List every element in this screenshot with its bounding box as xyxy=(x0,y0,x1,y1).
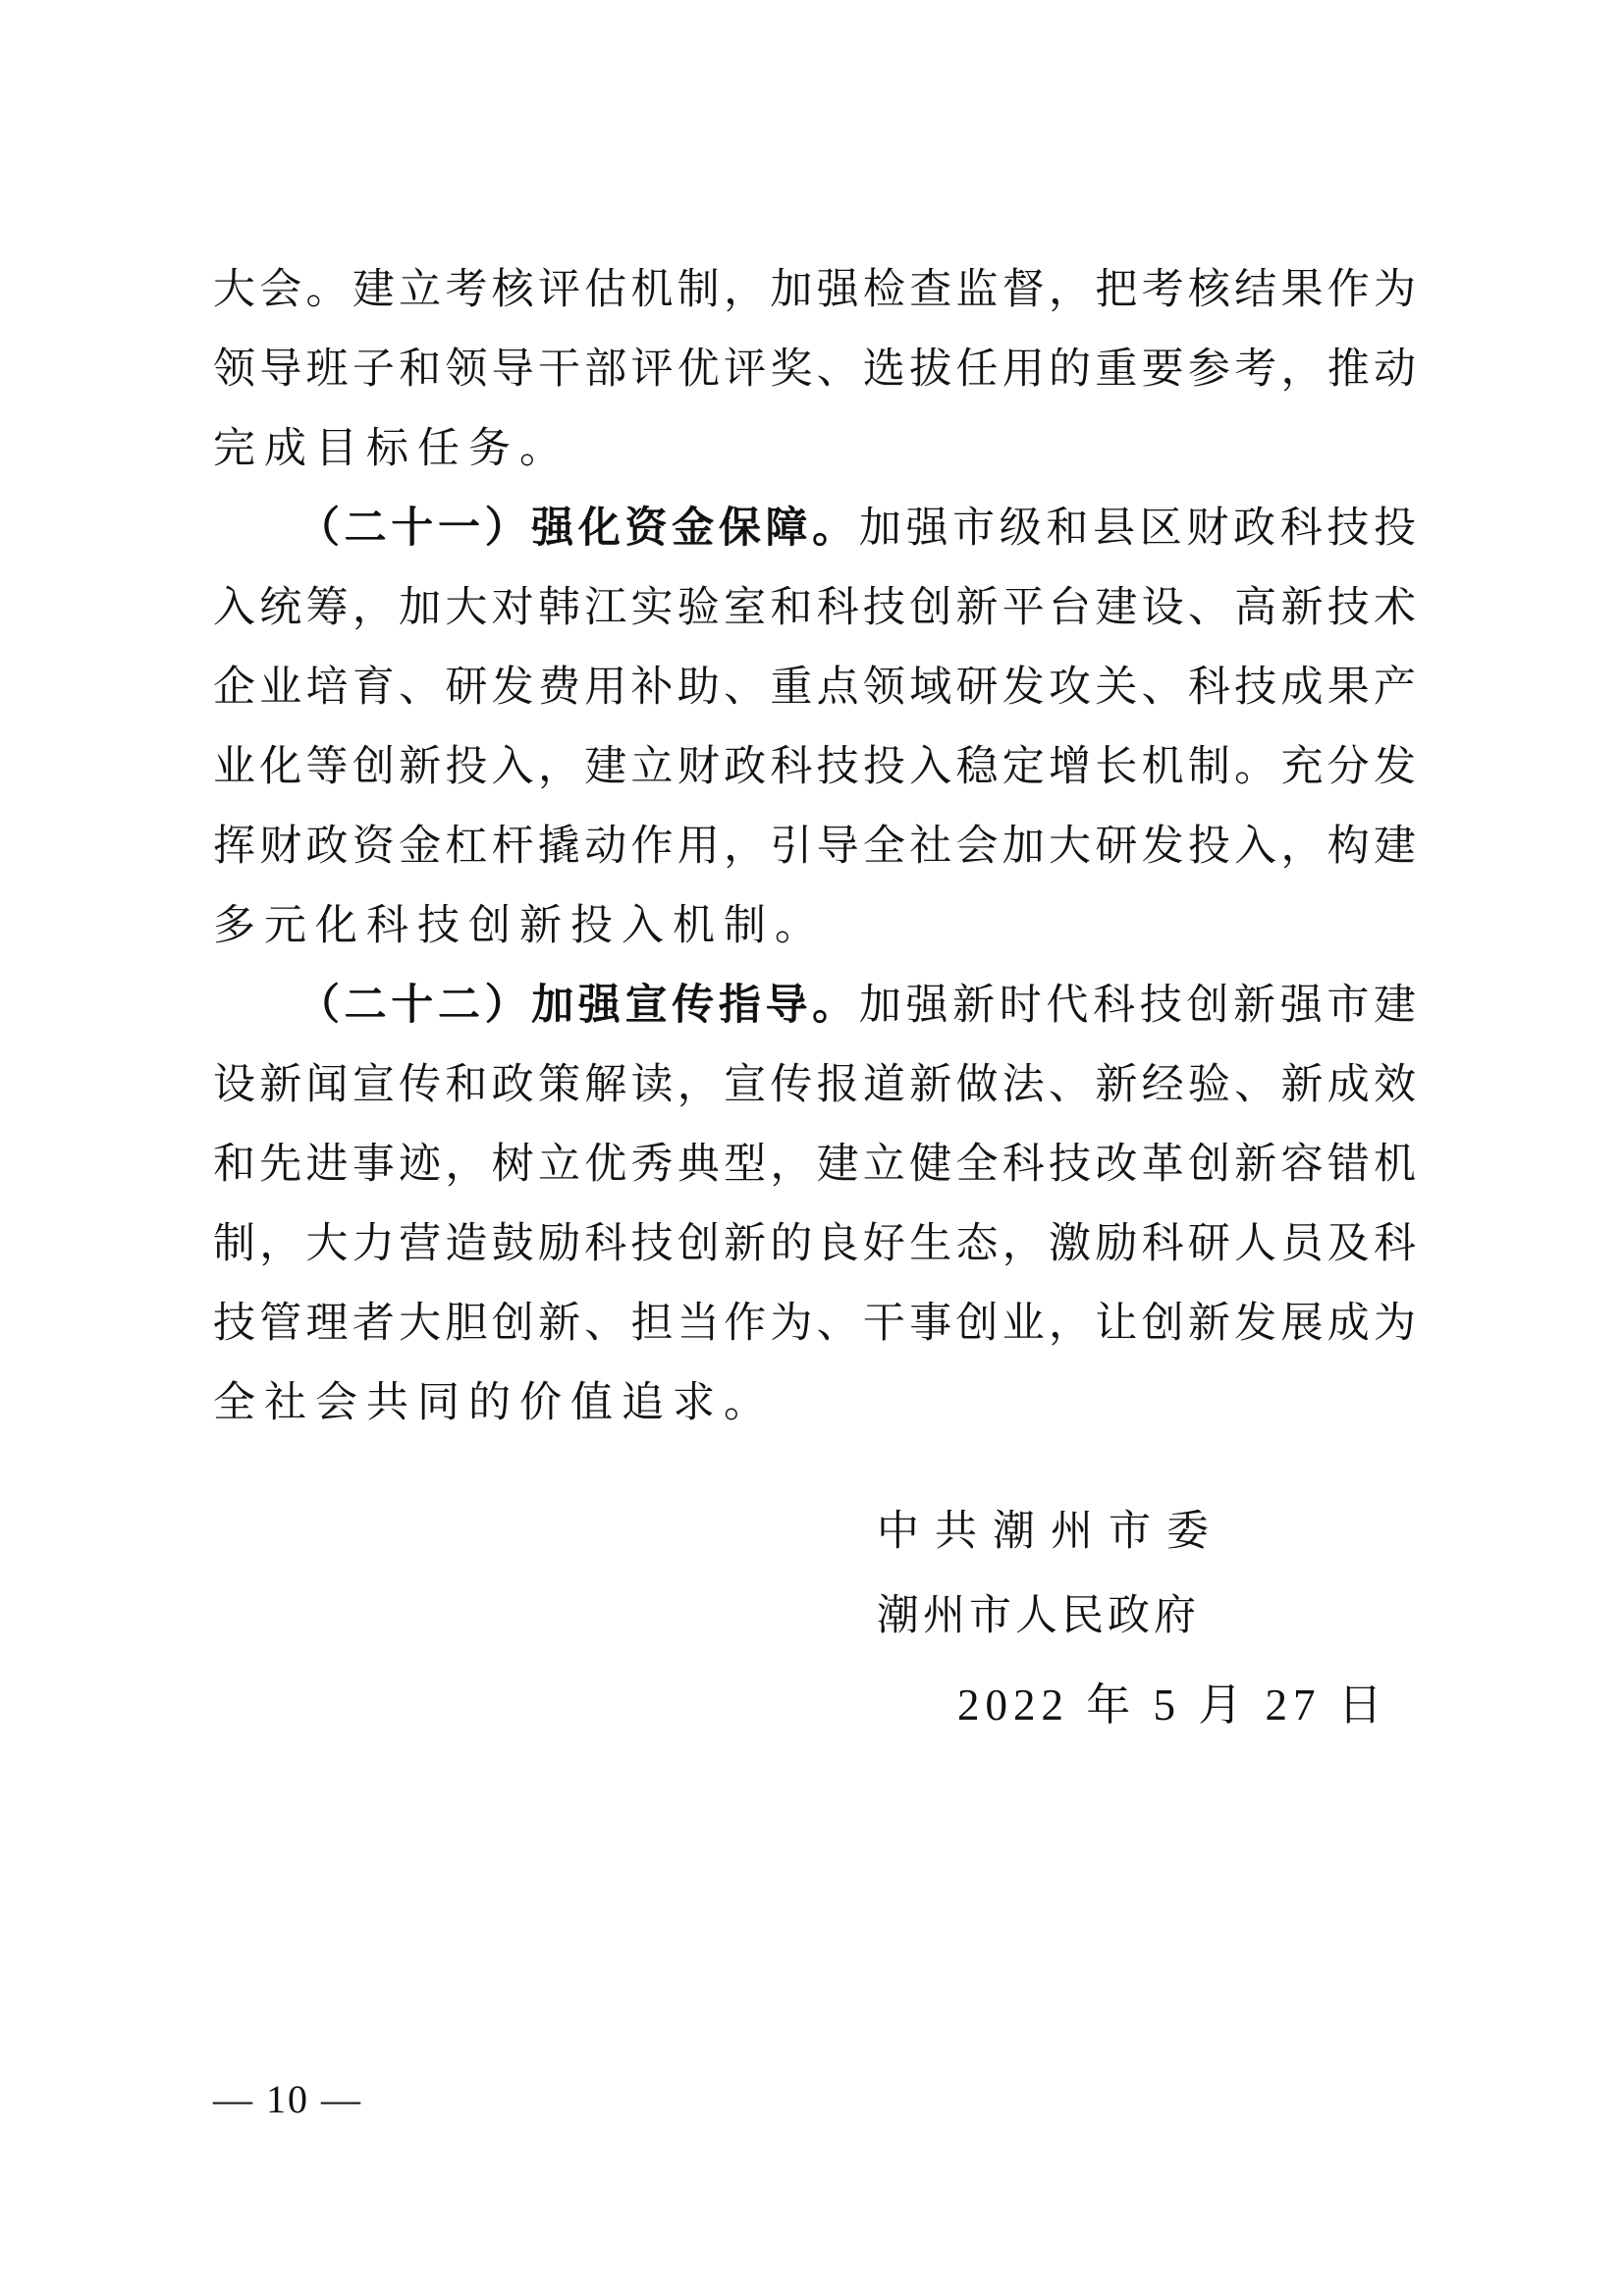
document-body xyxy=(213,250,1416,1443)
body-text-span: 加强市级和县区财政科技投 xyxy=(858,504,1417,553)
body-text-span: 加强新时代科技创新强市建 xyxy=(858,981,1417,1030)
body-line: 制，大力营造鼓励科技创新的良好生态，激励科研人员及科 xyxy=(213,1219,1416,1268)
body-line: 入统筹，加大对韩江实验室和科技创新平台建设、高新技术 xyxy=(213,583,1416,632)
signing-org-government: 潮州市人民政府 xyxy=(877,1591,1200,1640)
section-heading: （二十一）强化资金保障。 xyxy=(298,504,859,553)
body-line: 多元化科技创新投入机制。 xyxy=(213,901,826,950)
body-line: 挥财政资金杠杆撬动作用，引导全社会加大研发投入，构建 xyxy=(213,822,1416,871)
body-line: 企业培育、研发费用补助、重点领域研发攻关、科技成果产 xyxy=(213,663,1416,712)
body-line: 技管理者大胆创新、担当作为、干事创业，让创新发展成为 xyxy=(213,1299,1416,1348)
section-heading: （二十二）加强宣传指导。 xyxy=(298,981,859,1030)
page-number: — 10 — xyxy=(213,2077,362,2121)
body-line: 设新闻宣传和政策解读，宣传报道新做法、新经验、新成效 xyxy=(213,1060,1416,1109)
body-line: 业化等创新投入，建立财政科技投入稳定增长机制。充分发 xyxy=(213,742,1416,791)
body-line: 完成目标任务。 xyxy=(213,424,570,473)
body-line: 全社会共同的价值追求。 xyxy=(213,1378,775,1427)
body-line: 和先进事迹，树立优秀典型，建立健全科技改革创新容错机 xyxy=(213,1140,1416,1189)
signing-org-party-committee: 中共潮州市委 xyxy=(877,1507,1224,1556)
signing-date: 2022 年 5 月 27 日 xyxy=(957,1681,1388,1730)
paragraph-first-line xyxy=(213,966,1416,1045)
paragraph-first-line xyxy=(213,489,1416,568)
body-line: 领导班子和领导干部评优评奖、选拔任用的重要参考，推动 xyxy=(213,345,1416,394)
body-line: 大会。建立考核评估机制，加强检查监督，把考核结果作为 xyxy=(213,265,1416,314)
